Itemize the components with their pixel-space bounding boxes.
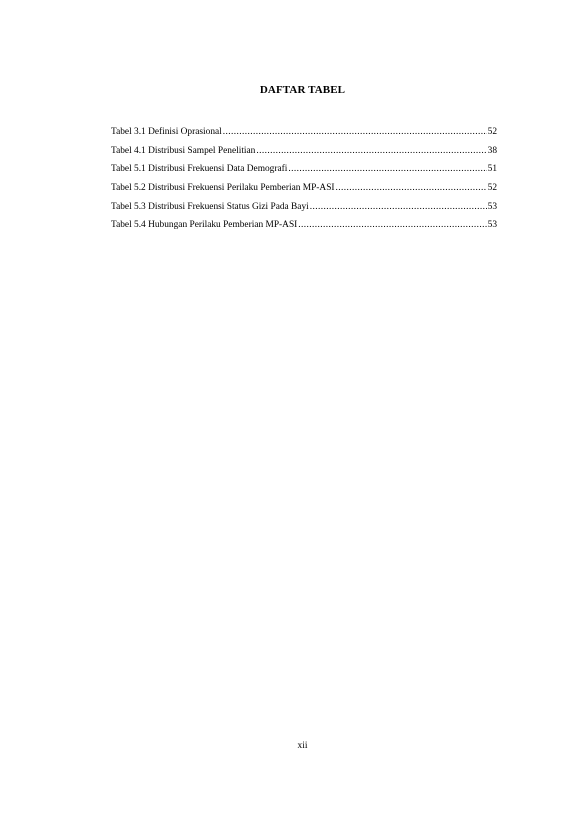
- toc-entry-page: 52: [487, 183, 497, 194]
- dot-leader: [298, 216, 486, 235]
- toc-entry-label: Tabel 5.4 Hubungan Perilaku Pemberian MP-ASI: [111, 220, 298, 231]
- toc-entry-tabel-5-4: [111, 216, 497, 235]
- page-number: xii: [297, 741, 308, 751]
- toc-entry-tabel-5-2: [111, 179, 497, 198]
- toc-entry-page: 51: [487, 164, 497, 175]
- toc-entry-label: Tabel 3.1 Definisi Oprasional: [111, 127, 222, 137]
- toc-entry-page: 53: [487, 220, 497, 231]
- toc-entry-label: Tabel 5.3 Distribusi Frekuensi Status Gizi Pada Bayi: [111, 201, 309, 212]
- table-list: [111, 123, 497, 235]
- toc-entry-page: 38: [487, 145, 497, 156]
- dot-leader: [336, 179, 487, 198]
- toc-entry-page: 52: [487, 127, 497, 137]
- toc-entry-label: Tabel 4.1 Distribusi Sampel Penelitian: [111, 145, 256, 156]
- dot-leader: [256, 142, 486, 161]
- toc-entry-tabel-4-1: [111, 142, 497, 161]
- dot-leader: [288, 160, 486, 179]
- toc-entry-label: Tabel 5.1 Distribusi Frekuensi Data Demografi: [111, 164, 288, 175]
- toc-entry-tabel-5-3: [111, 198, 497, 217]
- toc-entry-label: Tabel 5.2 Distribusi Frekuensi Perilaku Pemberian MP-ASI: [111, 183, 335, 194]
- dot-leader: [223, 123, 487, 142]
- dot-leader: [310, 198, 487, 217]
- toc-entry-tabel-3-1: [111, 123, 497, 142]
- page-title: DAFTAR TABEL: [259, 84, 346, 96]
- toc-entry-tabel-5-1: [111, 160, 497, 179]
- toc-entry-page: 53: [487, 201, 497, 212]
